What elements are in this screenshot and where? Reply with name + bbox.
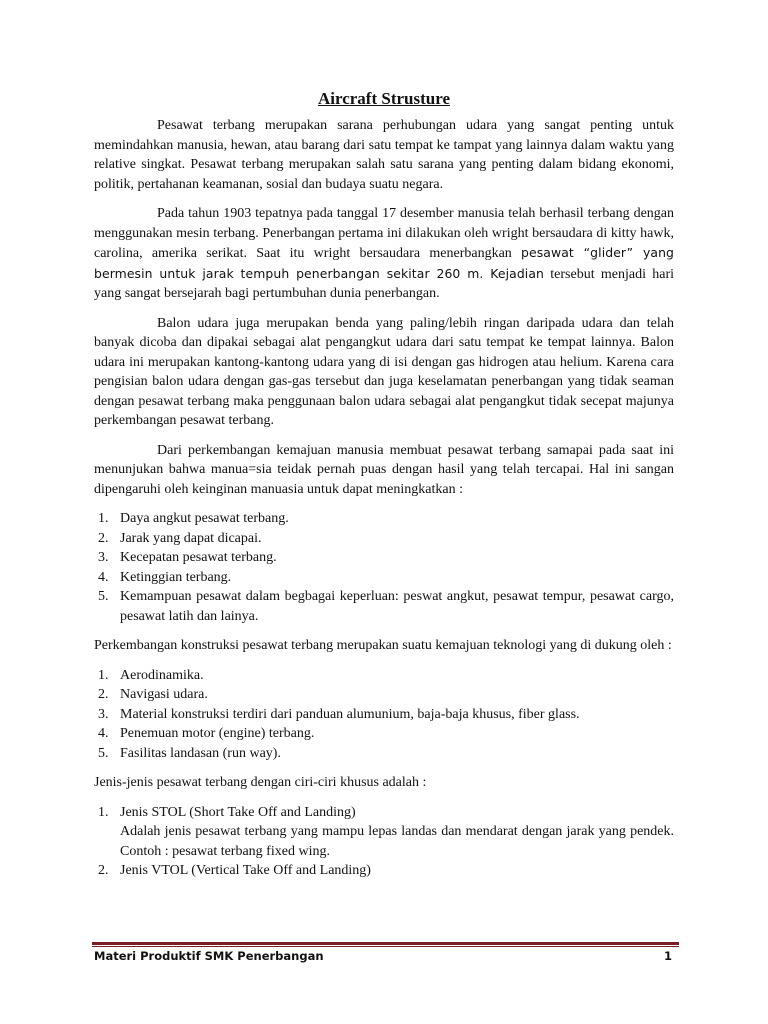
footer-label: Materi Produktif SMK Penerbangan xyxy=(94,949,324,963)
list-text: Kemampuan pesawat dalam begbagai keperluan: peswat angkut, pesawat tempur, pesawat cargo, pesawat latih dan lainya. xyxy=(120,589,674,624)
list-item xyxy=(94,685,674,705)
list-item xyxy=(94,744,674,764)
list-text: Kecepatan pesawat terbang. xyxy=(120,550,277,565)
list-number: 3. xyxy=(98,706,109,722)
list-aircraft-types xyxy=(94,803,674,881)
list-item xyxy=(94,509,674,529)
list-number: 4. xyxy=(98,726,109,741)
list-number: 1. xyxy=(98,804,109,820)
paragraph-5: Perkembangan konstruksi pesawat terbang merupakan suatu kemajuan teknologi yang di dukung oleh : xyxy=(94,638,672,653)
list-text: Material konstruksi terdiri dari panduan alumunium, baja-baja khusus, fiber glass. xyxy=(120,706,580,722)
list-number: 5. xyxy=(98,589,109,604)
list-text: Jenis STOL (Short Take Off and Landing) xyxy=(120,804,356,820)
document-body xyxy=(94,88,674,891)
list-text: Penemuan motor (engine) terbang. xyxy=(120,726,315,741)
footer-rule-thick xyxy=(92,942,679,945)
list-number: 2. xyxy=(98,863,109,878)
paragraph-3: Balon udara juga merupakan benda yang paling/lebih ringan daripada udara dan telah banyak dicoba dan dipakai sebagai alat pengangkut udara dari satu tempat ke tempat lainnya. Balon udara ini merupakan kantong-kantong udara yang di isi dengan gas hidrogen atau helium. Karena cara pengisian balon udara dengan gas-gas tersebut dan juga keselamatan penerbangan yang tidak seaman dengan pesawat terbang maka penggunaan balon udara sebagai alat pengangkut tidak secepat majunya perkembangan pesawat terbang. xyxy=(94,315,674,428)
list-item xyxy=(94,705,674,725)
list-text: Jarak yang dapat dicapai. xyxy=(120,530,262,546)
list-item xyxy=(94,548,674,568)
list-detail: Adalah jenis pesawat terbang yang mampu lepas landas dan mendarat dengan jarak yang pendek. Contoh : pesawat terbang fixed wing. xyxy=(120,824,674,859)
list-text: Navigasi udara. xyxy=(120,687,208,702)
list-text: Daya angkut pesawat terbang. xyxy=(120,511,289,526)
paragraph-2-part-c: tersebut menjadi hari yang sangat bersejarah bagi pertumbuhan dunia penerbangan. xyxy=(94,266,675,301)
paragraph-2 xyxy=(94,204,674,304)
list-number: 1. xyxy=(98,667,109,683)
list-item xyxy=(94,666,674,686)
list-item xyxy=(94,724,674,744)
footer-rule-thin xyxy=(92,946,679,947)
list-number: 2. xyxy=(98,530,109,546)
page-title: Aircraft Strusture xyxy=(317,89,451,108)
list-item xyxy=(94,529,674,549)
list-item xyxy=(94,568,674,588)
paragraph-2-part-a: Pada tahun 1903 tepatnya pada tanggal 17 desember manusia telah berhasil terbang dengan menggunakan mesin terbang. Penerbangan pertama ini dilakukan oleh wright bersaudara di kitty hawk, carolina, amerika serikat. Saat itu wright bersaudara menerbangkan xyxy=(94,206,674,261)
list-item xyxy=(94,587,674,626)
list-number: 2. xyxy=(98,687,109,702)
list-number: 4. xyxy=(98,569,109,585)
list-number: 3. xyxy=(98,550,109,565)
list-text: Jenis VTOL (Vertical Take Off and Landing) xyxy=(120,863,371,878)
list-item xyxy=(94,803,674,862)
list-supporting-factors xyxy=(94,666,674,764)
list-number: 1. xyxy=(98,511,109,526)
paragraph-2-part-b: pesawat “glider” yang bermesin untuk jarak tempuh penerbangan sekitar 260 m. Kejadian xyxy=(94,245,675,281)
paragraph-6: Jenis-jenis pesawat terbang dengan ciri-ciri khusus adalah : xyxy=(94,775,427,790)
paragraph-4: Dari perkembangan kemajuan manusia membuat pesawat terbang samapai pada saat ini menunjukan bahwa manua=sia teidak pernah puas dengan hasil yang telah tercapai. Hal ini sangan dipengaruhi oleh keinginan manuasia untuk dapat meningkatkan : xyxy=(94,442,674,497)
list-improvements xyxy=(94,509,674,626)
paragraph-1: Pesawat terbang merupakan sarana perhubungan udara yang sangat penting untuk memindahkan manusia, hewan, atau barang dari satu tempat ke tampat yang lainnya dalam waktu yang relative singkat. Pesawat terbang merupakan salah satu sarana yang penting dalam bidang ekonomi, politik, pertahanan keamanan, sosial dan budaya suatu negara. xyxy=(94,118,674,192)
list-text: Fasilitas landasan (run way). xyxy=(120,745,281,761)
list-number: 5. xyxy=(98,745,109,761)
list-text: Aerodinamika. xyxy=(120,667,204,683)
list-item xyxy=(94,861,674,881)
page-number: 1 xyxy=(663,949,672,963)
list-text: Ketinggian terbang. xyxy=(120,569,232,585)
